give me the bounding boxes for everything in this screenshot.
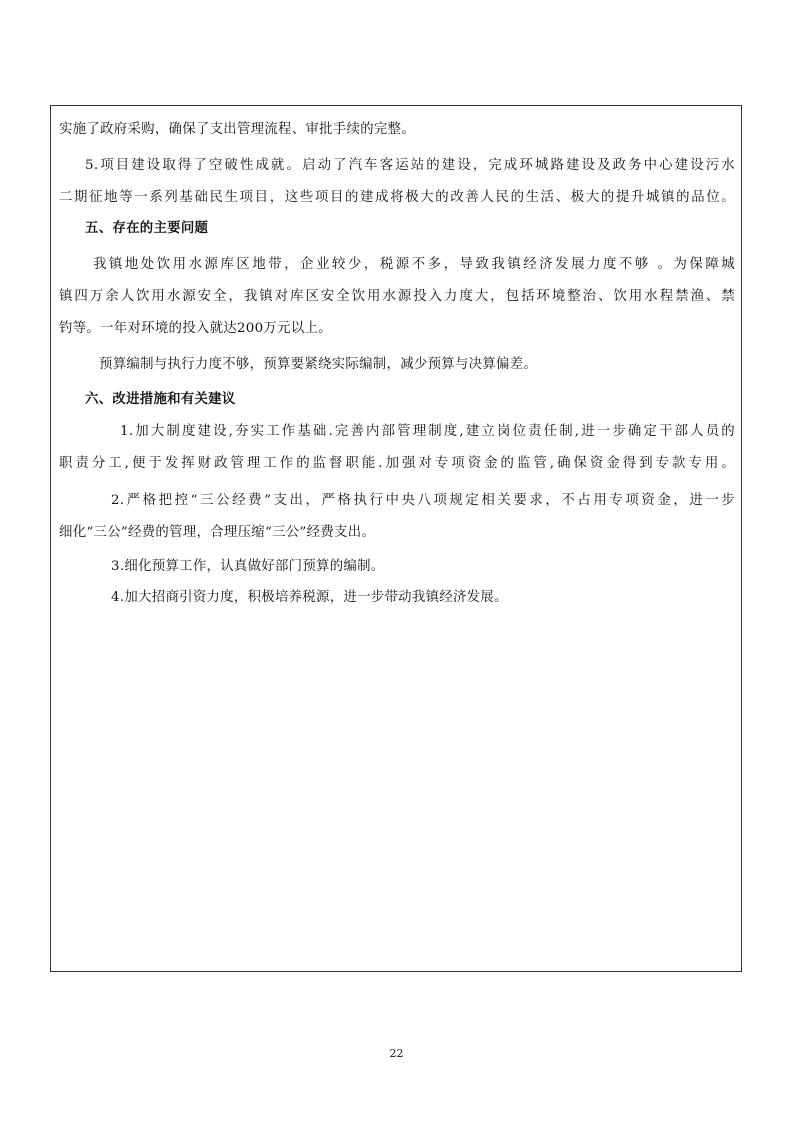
paragraph-line: 细化“三公”经费的管理，合理压缩“三公”经费支出。: [59, 525, 376, 540]
document-table-frame: [50, 105, 742, 972]
paragraph-line: 钓等。一年对环境的投入就达200万元以上。: [59, 321, 332, 336]
paragraph-line: 预算编制与执行力度不够，预算要紧绕实际编制，减少预算与决算偏差。: [99, 357, 538, 372]
paragraph-line: 职责分工,便于发挥财政管理工作的监督职能.加强对专项资金的监管,确保资金得到专款专用。: [59, 456, 735, 471]
paragraph-line: 2.严格把控“三公经费”支出，严格执行中央八项规定相关要求，不占用专项资金，进一步: [111, 493, 735, 508]
paragraph-line: 5.项目建设取得了空破性成就。启动了汽车客运站的建设，完成环城路建设及政务中心建设污水: [85, 158, 735, 173]
paragraph-line: 1.加大制度建设,夯实工作基础.完善内部管理制度,建立岗位责任制,进一步确定干部人员的: [120, 424, 735, 439]
paragraph-line: 4.加大招商引资力度，积极培养税源，进一步带动我镇经济发展。: [111, 590, 508, 605]
page-number: 22: [389, 1047, 404, 1060]
paragraph-line: 我镇地处饮用水源库区地带，企业较少，税源不多，导致我镇经济发展力度不够 。为保障城: [93, 257, 735, 272]
section-heading-measures: 六、改进措施和有关建议: [85, 392, 236, 407]
paragraph-line: 3.细化预算工作，认真做好部门预算的编制。: [111, 559, 385, 574]
paragraph-line: 二期征地等一系列基础民生项目，这些项目的建成将极大的改善人民的生活、极大的提升城镇的品位。: [59, 190, 735, 205]
paragraph-line: 镇四万余人饮用水源安全，我镇对库区安全饮用水源投入力度大，包括环境整治、饮用水程禁渔、禁: [59, 289, 735, 304]
section-heading-problems: 五、存在的主要问题: [85, 221, 209, 236]
paragraph-line: 实施了政府采购，确保了支出管理流程、审批手续的完整。: [59, 122, 415, 137]
